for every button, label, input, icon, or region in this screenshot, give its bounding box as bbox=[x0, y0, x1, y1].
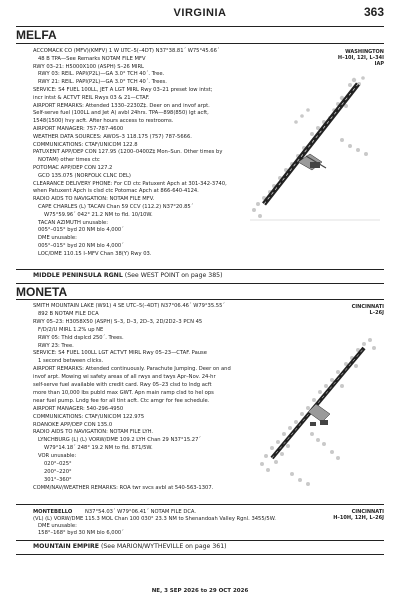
montebello-name: MONTEBELLO bbox=[33, 509, 73, 515]
melfa-line-21: W75°59.96´ 042° 21.2 NM to fld. 10/10W. bbox=[44, 211, 153, 218]
city-moneta: MONETA bbox=[16, 285, 68, 299]
moneta-line-13: AIRPORT MANAGER: 540-296-4950 bbox=[33, 405, 124, 412]
mountain-empire-name: MOUNTAIN EMPIRE bbox=[33, 543, 99, 550]
page-number: 363 bbox=[363, 5, 384, 19]
moneta-line-17: LYNCHBURG (L) (L) VORW/DME 109.2 LYH Chan 29 N37°15.27´ bbox=[38, 437, 201, 444]
melfa-line-24: DME unusable: bbox=[38, 235, 77, 242]
mountain-empire-xref bbox=[33, 543, 227, 550]
melfa-line-10: AIRPORT MANAGER: 757-787-4600 bbox=[33, 126, 124, 132]
state-header: VIRGINIA bbox=[173, 7, 227, 19]
middle-peninsula-rule bbox=[16, 269, 384, 270]
melfa-chart-sectional: WASHINGTON bbox=[345, 49, 384, 55]
melfa-line-13: PATUXENT APP/DEP CON 127.95 (1200–0400Z‡ Mon–Sun. Other times by bbox=[33, 149, 223, 156]
montebello-chart-sectional: CINCINNATI bbox=[351, 509, 384, 515]
moneta-line-16: RADIO AIDS TO NAVIGATION: NOTAM FILE LYH. bbox=[33, 429, 154, 436]
moneta-line-11: more than 10,000 lbs publd max GWT. Apn main ramp clsd to hel ops bbox=[33, 389, 214, 396]
moneta-line-15: ROANOKE APP/DEP CON 135.0 bbox=[33, 421, 113, 428]
moneta-line-0: SMITH MOUNTAIN LAKE (W91) 4 SE UTC–5(–4DT) N37°06.46´ W79°35.55´ bbox=[33, 303, 225, 309]
melfa-line-17: CLEARANCE DELIVERY PHONE: For CD ctc Patuxent Apch at 301-342-3740, bbox=[33, 180, 227, 187]
melfa-line-12: COMMUNICATIONS: CTAF/UNICOM 122.8 bbox=[33, 141, 138, 148]
montebello-line-0: N37°54.03´ W79°06.41´ NOTAM FILE DCA. bbox=[85, 509, 197, 515]
montebello-line-2: DME unusable: bbox=[38, 523, 77, 529]
melfa-chart-enroute: H–10I, 12I, L–34I bbox=[337, 55, 384, 61]
moneta-line-3: F/D/2/U MIRL 1.2% up NE bbox=[38, 326, 104, 333]
moneta-chart-enroute: L–26J bbox=[369, 310, 384, 316]
melfa-chart-info bbox=[338, 49, 384, 67]
mountain-empire-rule bbox=[16, 540, 384, 541]
melfa-line-3: RWY 03: REIL. PAPI(P2L)—GA 3.0° TCH 40´. Tree. bbox=[38, 71, 165, 78]
melfa-line-26: LOC/DME 110.15 I–MFV Chan 38(Y) Rwy 03. bbox=[38, 250, 152, 257]
melfa-line-2: RWY 03–21: H5000X100 (ASPH) S–26 MIRL bbox=[33, 63, 144, 70]
melfa-rule bbox=[16, 43, 384, 44]
moneta-line-18: W79°14.18´ 248° 19.2 NM to fld. 871/5W. bbox=[44, 445, 153, 452]
melfa-line-0: ACCOMACK CO (MFV)(KMFV) 1 W UTC–5(–4DT) N37°38.81´ W75°45.66´ bbox=[33, 48, 220, 54]
moneta-airport-diagram bbox=[252, 334, 382, 494]
montebello-line-3: 158°–168° byd 30 NM blo 6,000´ bbox=[38, 530, 124, 536]
moneta-line-4: RWY 05: Thld dsplcd 250´. Trees. bbox=[38, 334, 124, 341]
moneta-line-19: VOR unusable: bbox=[38, 453, 77, 460]
melfa-line-5: SERVICE: S4 FUEL 100LL, JET A LGT MIRL Rwy 03–21 preset low intst; bbox=[33, 87, 213, 93]
mountain-empire-ref: (See MARION/WYTHEVILLE on page 361) bbox=[100, 543, 227, 550]
moneta-line-9: invof arpt. Mowing wi safety areas of all rwys and twys Apr–Nov. 24-hr bbox=[33, 374, 216, 381]
melfa-airport-diagram bbox=[246, 70, 384, 230]
melfa-line-15: POTOMAC APP/DEP CON 127.2 bbox=[33, 165, 113, 171]
moneta-line-22: 301°–360° bbox=[44, 476, 72, 483]
montebello-line-1: (VL) (L) VORW/DME 115.3 MOL Chan 100 030° 23.3 NM to Shenandoah Valley Rgnl. 3455/5W. bbox=[33, 516, 276, 522]
melfa-line-11: WEATHER DATA SOURCES: AWOS–3 118.175 (757) 787-5666. bbox=[33, 133, 192, 140]
moneta-line-1: 892 B NOTAM FILE DCA bbox=[38, 310, 99, 317]
melfa-line-4: RWY 21: REIL. PAPI(P2L)—GA 3.0° TCH 40´. Trees. bbox=[38, 79, 167, 86]
melfa-line-19: RADIO AIDS TO NAVIGATION: NOTAM FILE MFV. bbox=[33, 196, 155, 203]
mountain-empire-rule-bottom bbox=[16, 554, 384, 555]
moneta-line-23: COMM/NAV/WEATHER REMARKS: ROA twr svcs avbl at 540-563-1307. bbox=[33, 484, 214, 491]
melfa-line-6: incr intst & ACTVT REIL Rwys 03 & 21—CTAF. bbox=[33, 94, 150, 101]
montebello-chart-enroute: H–10H, 12H, L–26J bbox=[333, 515, 384, 521]
moneta-line-10: self-serve fuel available with credit card. Rwy 05–23 clsd to lndg acft bbox=[33, 382, 212, 388]
moneta-line-5: RWY 23: Tree. bbox=[38, 342, 74, 349]
moneta-line-2: RWY 05–23: H3058X50 (ASPH) S–3, D–3, 2D–3, 2D/2D2–3 PCN 45 bbox=[33, 318, 203, 325]
moneta-line-6: SERVICE: S4 FUEL 100LL LGT ACTVT MIRL Rwy 05–23—CTAF. Pause bbox=[33, 350, 207, 357]
moneta-line-12: near fuel pump. Lndg fee for all tint acft. Ctc amgr for fee schedule. bbox=[33, 397, 210, 404]
melfa-chart-iap: IAP bbox=[374, 61, 384, 67]
city-melfa: MELFA bbox=[16, 28, 57, 42]
moneta-line-21: 200°–220° bbox=[44, 468, 72, 475]
moneta-chart-info bbox=[352, 304, 384, 316]
melfa-line-20: CAPE CHARLES (L) TACAN Chan 59 CCV (112.2) N37°20.85´ bbox=[38, 204, 194, 210]
moneta-line-7: 1 second between clicks. bbox=[38, 358, 104, 365]
moneta-line-14: COMMUNICATIONS: CTAF/UNICOM 122.975 bbox=[33, 413, 145, 420]
melfa-line-14: NOTAM) other times ctc bbox=[38, 157, 100, 164]
montebello-chart-info bbox=[333, 509, 384, 521]
melfa-line-1: 48 B TPA—See Remarks NOTAM FILE MFV bbox=[38, 55, 146, 62]
moneta-line-20: 020°–025° bbox=[44, 461, 72, 467]
middle-peninsula-ref: (See WEST POINT on page 385) bbox=[124, 272, 223, 279]
montebello-rule bbox=[16, 504, 384, 505]
melfa-line-16: GCO 135.075 (NORFOLK CLNC DEL) bbox=[38, 172, 131, 179]
moneta-rule bbox=[16, 299, 384, 300]
melfa-line-23: 005°–015° byd 20 NM blo 4,000´ bbox=[38, 227, 124, 234]
moneta-chart-sectional: CINCINNATI bbox=[351, 304, 384, 310]
melfa-line-18: when Patuxent Apch is clsd ctc Potomac Apch at 866-640-4124. bbox=[33, 188, 199, 195]
middle-peninsula-rule-bottom bbox=[16, 283, 384, 284]
melfa-line-9: 1548(1500) hvy acft. After hours access to restrooms. bbox=[33, 118, 174, 125]
melfa-line-7: AIRPORT REMARKS: Attended 1330–2230Z‡. Deer on and invof arpt. bbox=[33, 102, 210, 109]
middle-peninsula-xref bbox=[33, 272, 223, 279]
moneta-line-8: AIRPORT REMARKS: Attended continuously. Parachute Jumping. Deer on and bbox=[33, 366, 231, 373]
melfa-line-25: 005°–015° byd 20 NM blo 4,000´ bbox=[38, 243, 124, 249]
validity-footer: NE, 3 SEP 2026 to 29 OCT 2026 bbox=[151, 588, 249, 594]
header-rule bbox=[16, 26, 384, 27]
melfa-line-8: Self-serve fuel (100LL and Jet A) avbl 24hrs. TPA—898(850) lgt acft, bbox=[33, 110, 209, 117]
middle-peninsula-name: MIDDLE PENINSULA RGNL bbox=[33, 272, 123, 279]
melfa-line-22: TACAN AZIMUTH unusable: bbox=[38, 219, 108, 226]
